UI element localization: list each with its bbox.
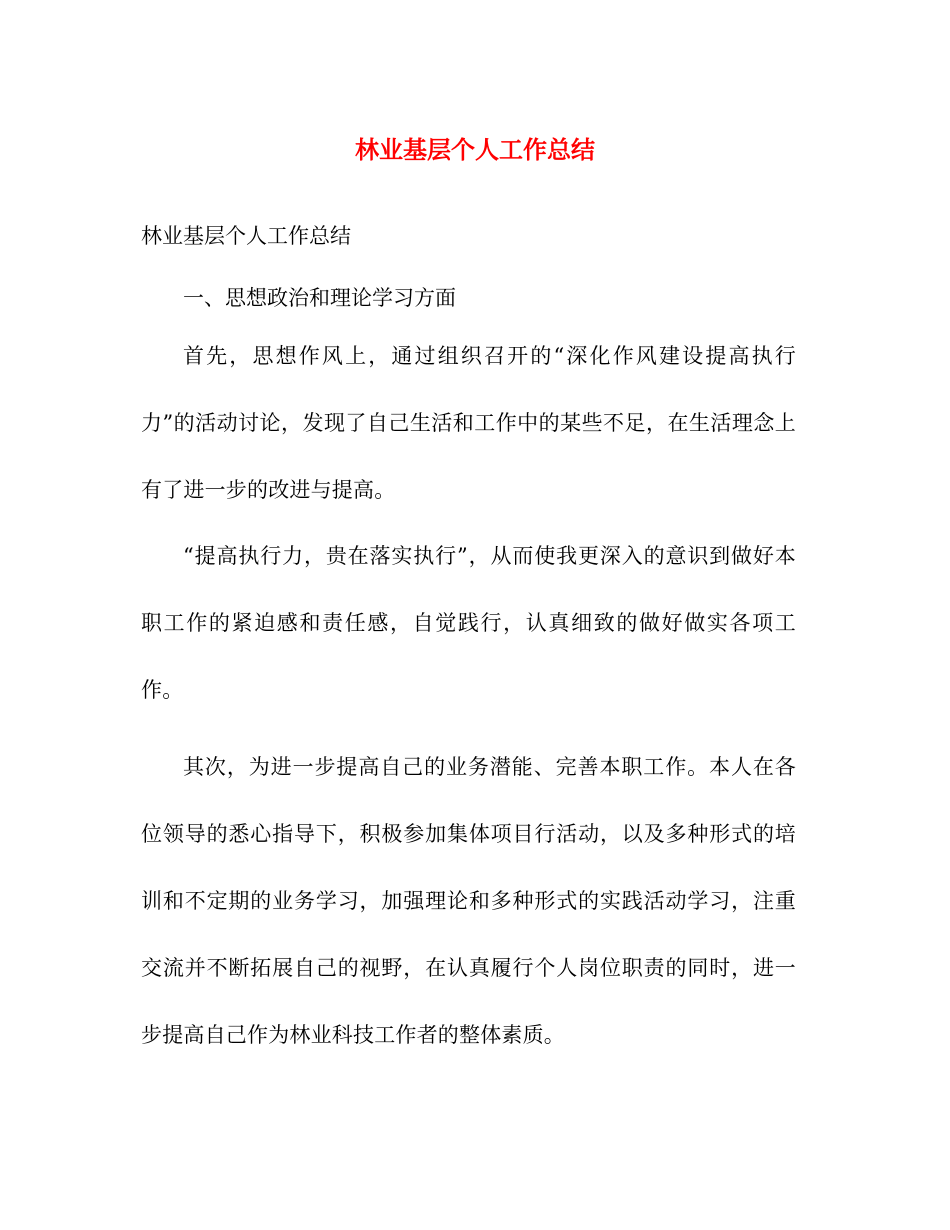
paragraph-2: “提高执行力，贵在落实执行”，从而使我更深入的意识到做好本职工作的紧迫感和责任感，自觉践行，认真细致的做好做实各项工作。 <box>141 544 796 702</box>
document-title: 林业基层个人工作总结 <box>355 135 595 164</box>
paragraph-1: 首先，思想作风上，通过组织召开的“深化作风建设提高执行力”的活动讨论，发现了自己生活和工作中的某些不足，在生活理念上有了进一步的改进与提高。 <box>141 344 796 502</box>
document-subtitle: 林业基层个人工作总结 <box>141 224 351 248</box>
paragraph-3: 其次，为进一步提高自己的业务潜能、完善本职工作。本人在各位领导的悉心指导下，积极参加集体项目行活动，以及多种形式的培训和不定期的业务学习，加强理论和多种形式的实践活动学习，注重交流并不断拓展自己的视野，在认真履行个人岗位职责的同时，进一步提高自己作为林业科技工作者的整体素质。 <box>141 755 796 1047</box>
section-heading: 一、思想政治和理论学习方面 <box>183 286 456 310</box>
